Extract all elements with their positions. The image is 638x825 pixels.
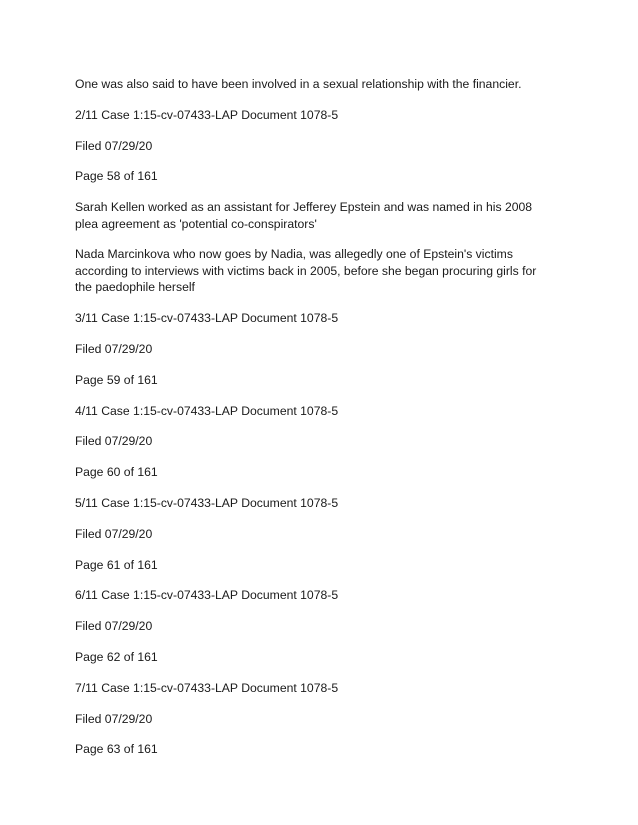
paragraph-financier: One was also said to have been involved in a sexual relationship with the financier. xyxy=(75,77,522,91)
case-header-7: 7/11 Case 1:15-cv-07433-LAP Document 1078-5 xyxy=(75,680,339,695)
page-number-58: Page 58 of 161 xyxy=(75,169,158,184)
case-header-2: 2/11 Case 1:15-cv-07433-LAP Document 1078-5 xyxy=(75,107,339,122)
case-header-3: 3/11 Case 1:15-cv-07433-LAP Document 1078-5 xyxy=(75,311,339,326)
filed-date-5: Filed 07/29/20 xyxy=(75,526,153,541)
page-number-61: Page 61 of 161 xyxy=(75,557,158,572)
filed-date-6: Filed 07/29/20 xyxy=(75,619,153,634)
filed-date-4: Filed 07/29/20 xyxy=(75,434,153,449)
filed-date-3: Filed 07/29/20 xyxy=(75,342,153,357)
page-number-59: Page 59 of 161 xyxy=(75,372,158,387)
filed-date-2: Filed 07/29/20 xyxy=(75,138,153,153)
paragraph-nada-marcinkova: Nada Marcinkova who now goes by Nadia, was allegedly one of Epstein's victims according to interviews with victims back in 2005, before she began procuring girls for the paedophile herself xyxy=(75,247,537,295)
paragraph-sarah-kellen: Sarah Kellen worked as an assistant for Jefferey Epstein and was named in his 2008 plea agreement as 'potential co-conspirators' xyxy=(75,200,533,231)
case-header-4: 4/11 Case 1:15-cv-07433-LAP Document 1078-5 xyxy=(75,403,339,418)
document-page xyxy=(75,76,545,772)
page-number-60: Page 60 of 161 xyxy=(75,465,158,480)
case-header-5: 5/11 Case 1:15-cv-07433-LAP Document 1078-5 xyxy=(75,496,339,511)
case-header-6: 6/11 Case 1:15-cv-07433-LAP Document 1078-5 xyxy=(75,588,339,603)
page-number-63: Page 63 of 161 xyxy=(75,742,158,757)
filed-date-7: Filed 07/29/20 xyxy=(75,711,153,726)
page-number-62: Page 62 of 161 xyxy=(75,650,158,665)
